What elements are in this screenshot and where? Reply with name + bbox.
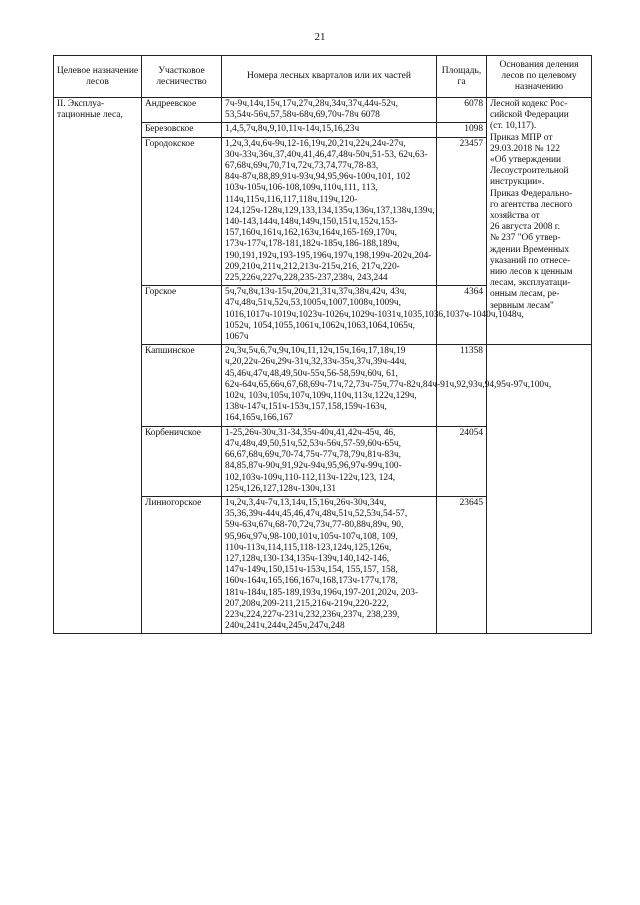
header-area: Площадь, га [437, 56, 487, 98]
header-purpose: Целевое назначение лесов [54, 56, 142, 98]
quarter-list: 1-25,26ч-30ч,31-34,35ч-40ч,41,42ч-45ч, 46, 47ч,48ч,49,50,51ч,52,53ч-56ч,57-59,60ч-65ч, 66,67,68ч,69ч,70-74,75ч-77ч,78,79ч,81ч-83ч, 84,85,87ч-90ч,91,92ч-94ч,95,96,97ч-99ч,100-102,103ч-109ч,110-112,113ч-122ч,123, 124, 125ч,126,127,128ч-130ч,131 [222, 426, 437, 496]
basis-line: го агентства лесного [490, 199, 573, 210]
basis-line: сийской Федерации [490, 110, 569, 121]
basis-line: Приказ Федерально- [490, 188, 573, 199]
basis-line: Приказ МПР от [490, 132, 553, 143]
area-value: 1098 [437, 123, 487, 137]
basis-line: ждении Временных [490, 244, 570, 255]
basis-line: (ст. 10,117). [490, 121, 537, 132]
area-value: 6078 [437, 98, 487, 123]
area-value: 11358 [437, 345, 487, 426]
quarter-list: 5ч,7ч,8ч,13ч-15ч,20ч,21,31ч,37ч,38ч,42ч, 43ч, 47ч,48ч,51ч,52ч,53,1005ч,1007,1008ч,1009ч, 1016,1017ч-1019ч,1023ч-1026ч,1029ч-1031ч,1035,1036,1037ч-1040ч,1048ч, 1052ч, 1054,1055,1061ч,1062ч,1063,1064,1065ч, 1067ч [222, 286, 437, 345]
basis-line: 26 августа 2008 г. [490, 222, 560, 233]
area-value: 24054 [437, 426, 487, 496]
forestry-name: Капшинское [142, 345, 222, 426]
basis-line: нию лесов к ценным [490, 267, 573, 278]
header-forestry: Участковое лесничество [142, 56, 222, 98]
forestry-name: Горское [142, 286, 222, 345]
basis-line: инструкции». [490, 177, 545, 188]
forest-division-table [53, 55, 592, 634]
forestry-name: Линиогорское [142, 496, 222, 633]
quarter-list: 1,4,5,7ч,8ч,9,10,11ч-14ч,15,16,23ч [222, 123, 437, 137]
basis-line: «Об утверждении [490, 155, 562, 166]
basis-line: лесам, эксплуатаци- [490, 278, 571, 289]
header-basis: Основания деления лесов по целевому назначению [487, 56, 592, 98]
basis-line: Лесоустроительной [490, 166, 569, 177]
forestry-name: Андреевское [142, 98, 222, 123]
forestry-name: Березовское [142, 123, 222, 137]
basis-line: указаний по отнесе- [490, 255, 571, 266]
table-row [54, 98, 592, 123]
table-header-row [54, 56, 592, 98]
basis-line: зервным лесам" [490, 300, 554, 311]
header-quarters: Номера лесных кварталов или их частей [222, 56, 437, 98]
basis-line: онным лесам, ре- [490, 289, 560, 300]
basis-cell [487, 98, 592, 345]
area-value: 4364 [437, 286, 487, 345]
basis-line: № 237 "Об утвер- [490, 233, 561, 244]
page-number: 21 [314, 31, 326, 43]
purpose-cell: II. Эксплуа-тационные леса, [54, 98, 142, 634]
area-value: 23457 [437, 137, 487, 286]
quarter-list: 1ч,2ч,3,4ч-7ч,13,14ч,15,16ч,26ч-30ч,34ч, 35,36,39ч-44ч,45,46,47ч,48ч,51ч,52,53ч,54-57, 59ч-63ч,67ч,68-70,72ч,73ч,77-80,88ч,89ч, 90, 95,96ч,97ч,98-100,101ч,105ч-107ч,108, 109, 110ч-113ч,114,115,118-123,124ч,125,126ч, 127,128ч,130-134,135ч-139ч,140,142-146, 147ч-149ч,150,151ч-153ч,154, 155,157, 158, 160ч-164ч,165,166,167ч,168,173ч-177ч,178, 181ч-184ч,185-189,193ч,196ч,197-201,202ч, 203-207,208ч,209-211,215,216ч-219ч,220-222, 223ч,224,227ч-231ч,232,236ч,237ч, 238,239, 240ч,241ч,244ч,245ч,247ч,248 [222, 496, 437, 633]
area-value: 23645 [437, 496, 487, 633]
basis-line: Лесной кодекс Рос- [490, 99, 568, 109]
basis-line: хозяйства от [490, 211, 540, 222]
quarter-list: 1,2ч,3,4ч,6ч-9ч,12-16,19ч,20,21ч,22ч,24ч-27ч, 30ч-33ч,36ч,37,40ч,41,46,47,48ч-50ч,51-53, 62ч,63-67,68ч,69ч,70,71ч,72ч,73,74,77ч,78-83, 84ч-87ч,88,89,91ч-93ч,94,95,96ч-100ч,101, 102 103ч-105ч,106-108,109ч,110ч,111, 113, 114ч,115ч,116,117,118ч,119ч,120-124,125ч-128ч,129,133,134,135ч,136ч,137,138ч,139ч, 140-143,144ч,148ч,149ч,150,151ч,152ч,153-157,160ч,161ч,162,163ч,164ч,165-169,170ч, 173ч-177ч,178-181,182ч-185ч,186-188,189ч, 190,191,192ч,193-195,196ч,197ч,198,199ч-202ч,204-209,210ч,211ч,212,213ч-215ч,216, 217ч,220-225,226ч,227ч,228,235-237,238ч, 243,244 [222, 137, 437, 286]
quarter-list: 2ч,3ч,5ч,6,7ч,9ч,10ч,11,12ч,15ч,16ч,17,18ч,19 ч,20,22ч-26ч,29ч-31ч,32,33ч-35ч,37ч,39ч-44ч, 45,46ч,47ч,48,49,50ч-55ч,56-58,59ч,60ч, 61, 62ч-64ч,65,66ч,67,68,69ч-71ч,72,73ч-75ч,77ч-82ч,84ч-91ч,92,93ч,94,95ч-97ч,100ч, 102ч, 103ч,105ч,107ч,109ч,110ч,113ч,122ч,129ч, 138ч-147ч,151ч-153ч,157,158,159ч-163ч, 164,165ч,166,167 [222, 345, 437, 426]
quarter-list: 7ч-9ч,14ч,15ч,17ч,27ч,28ч,34ч,37ч,44ч-52ч, 53,54ч-56ч,57,58ч-68ч,69,70ч-78ч 6078 [222, 98, 437, 123]
forestry-name: Городокское [142, 137, 222, 286]
basis-line: 29.03.2018 № 122 [490, 143, 560, 154]
forestry-name: Корбеничское [142, 426, 222, 496]
